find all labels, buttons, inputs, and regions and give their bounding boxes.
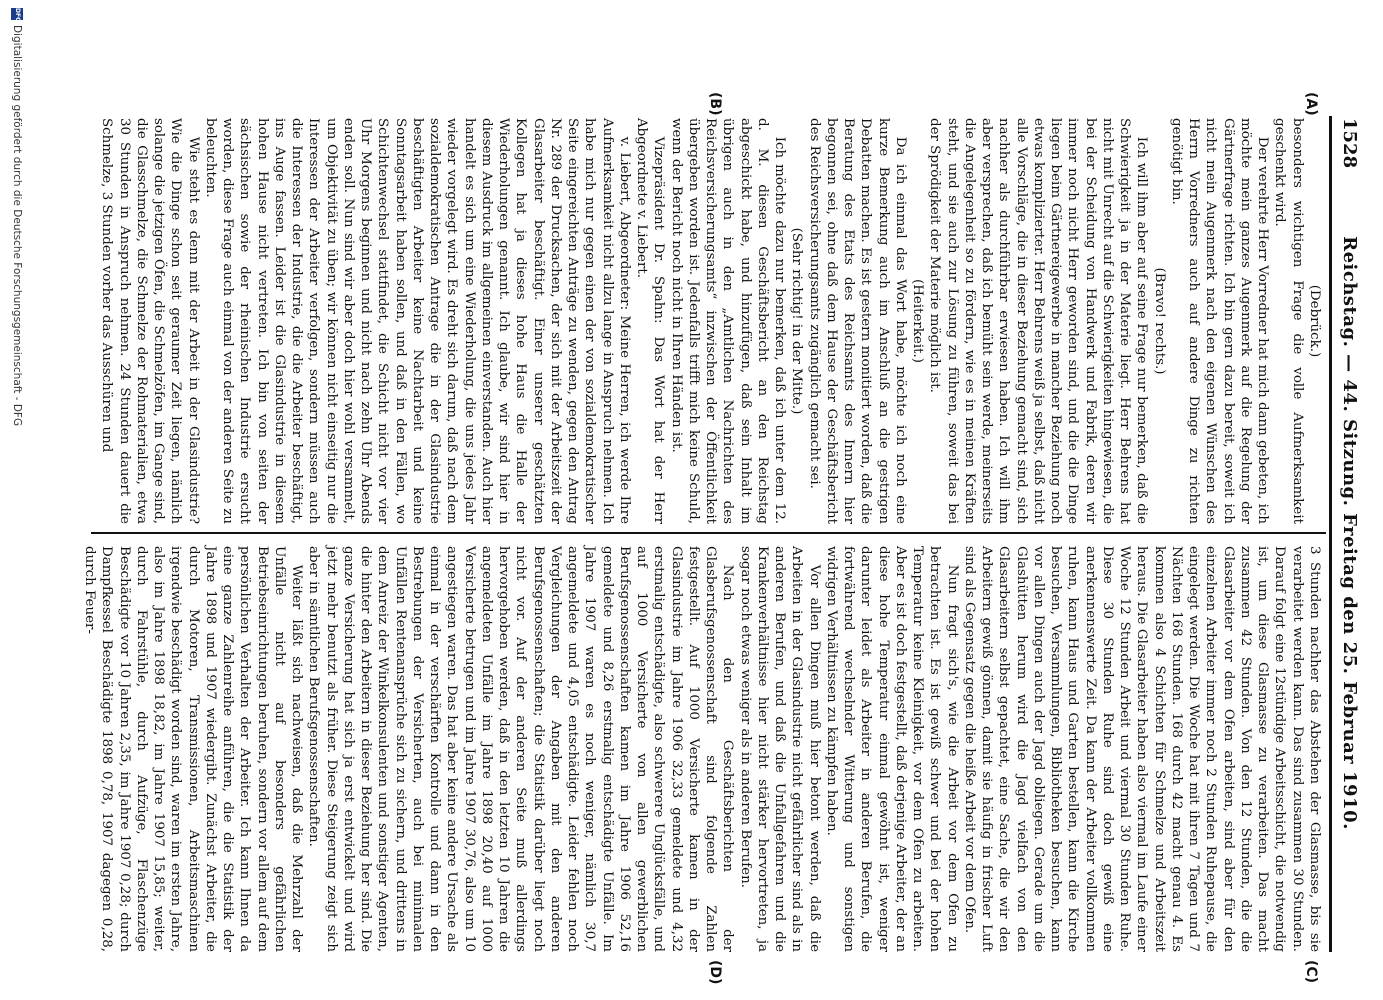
paragraph: Ich möchte dazu nur bemerken, daß ich unter dem 12. d. M. diesen Geschäftsbericht an den Reichstag abgeschickt habe, und hinzufügen, daß sein Inhalt im übrigen auch in den „Amtlichen Nachrichten des Reichsversicherungsamts“ inzwischen der Öffentlichkeit übergeben worden ist. Jedenfalls trifft mich keine Schuld, wenn der Bericht noch nicht in Ihren Händen ist.: [668, 118, 788, 524]
speaker-paragraph: v. Liebert, Abgeordneter: Meine Herren, ich werde Ihre Aufmerksamkeit nicht allzu lange in Anspruch nehmen. Ich habe mich nur gegen einen der von sozialdemokratischer Seite eingereichten Anträge zu wenden, gegen den Antrag Nr. 289 der Drucksachen, der sich mit der Arbeitszeit der Glasarbeiter beschäftigt. Einer unserer geschätzten Kollegen hat ja dieses hohe Haus die Halle der Wiederholungen genannt. Ich glaube, wir sind hier in diesem Ausdruck im allgemeinen einverstanden. Auch hier handelt es sich um eine Wiederholung, die uns jedes Jahr wieder vorgelegt wird. Es dreht sich darum, daß nach dem sozialdemokratischen Antrage die in der Glasindustrie beschäftigten Arbeiter keine Nachtarbeit und keine Sonntagsarbeit haben sollen, und daß in den Fällen, wo Schichtenwechsel stattfindet, die Schicht nicht vor vier Uhr Morgens beginnen und nicht nach zehn Uhr Abends enden soll. Nun sind wir aber doch hier wohl versammelt, um Objektivität zu üben; wir können nicht einseitig nur die Interessen der Arbeiter verfolgen, sondern müssen auch die Interessen der Industrie, die die Arbeiter beschäftigt, ins Auge fassen. Leider ist die Glasindustrie in diesem hohen Hause nicht vertreten. Ich bin von seiten der sächsischen sowie der rheinischen Industrie ersucht worden, diese Frage auch einmal von der anderen Seite zu beleuchten.: [203, 118, 632, 524]
interjection: (Sehr richtig! in der Mitte.): [789, 227, 805, 415]
header-rule: [1329, 116, 1332, 952]
page-number: 1528: [1339, 118, 1360, 169]
page-header: [1335, 118, 1363, 948]
paragraph: Da ich einmal das Wort habe, möchte ich noch eine kurze Bemerkung auch im Anschluß an die gestrigen Debatten machen. Es ist gestern monitiert worden, daß die Beratung des Etats des Reichsamts des Innern hier begonnen sei, ohne daß dem Hause der Geschäftsbericht des Reichsversicherungsamts zugänglich gemacht sei.: [806, 118, 908, 524]
right-column: [82, 546, 1323, 952]
column-divider: [91, 532, 1326, 534]
left-column: [93, 118, 1323, 524]
paragraph: Weiter läßt sich nachweisen, daß die Mehrzahl der Unfälle nicht auf besonders gefährlichen Betriebseinrichtungen beruhen, sondern vor allem auf dem persönlichen Verhalten der Arbeiter. Ich kann Ihnen da eine ganze Zahlenreihe anführen, die die Statistik der Jahre 1898 und 1907 wiedergibt. Zunächst Arbeiter, die durch Motoren, Transmissionen, Arbeitsmaschinen irgendwie beschädigt worden sind, waren im ersten Jahre, also im Jahre 1898 18,82, im Jahre 1907 15,85; weiter, durch Fahrstühle, durch Aufzüge, Flaschenzüge Beschädigte vor 10 Jahren 2,35, im Jahre 1907 0,28; durch Dampfkessel Beschädigte 1898 0,78, 1907 dagegen 0,28, durch Feuer-: [82, 546, 305, 952]
dfg-logo: DFG: [11, 8, 23, 20]
paragraph: Nach den Geschäftsberichten der Glasberufsgenossenschaft sind folgende Zahlen festgestellt. Auf 1000 Versicherte kamen in der Glasindustrie im Jahre 1906 32,33 gemeldete und 4,32 erstmalig entschädigte, also schwerere Unglücksfälle, und auf 1000 Versicherte von allen gewerblichen Berufsgenossenschaften kamen im Jahre 1906 52,16 gemeldete und 8,26 erstmalig entschädigte Unfälle. Im Jahre 1907 waren es noch weniger, nämlich 30,7 angemeldete und 4,05 entschädigte. Leider fehlen noch Vergleichungen der Angaben mit den anderen Berufsgenossenschaften; die Statistik darüber liegt noch nicht vor. Auf der anderen Seite muß allerdings hervorgehoben werden, daß in den letzten 10 Jahren die angemeldeten Unfälle im Jahre 1898 20,40 auf 1000 Versicherte betrugen und im Jahre 1907 30,76, also um 10 angestiegen waren. Das hat aber keine andere Ursache als einmal in der verschärften Kontrolle und dann in den Bestrebungen der Versicherten, auch bei minimalen Unfällen Rentenansprüche sich zu sichern, und drittens in dem Anreiz der Winkelkonsulenten und sonstiger Agenten, die hinter den Arbeitern in dieser Beziehung her sind. Die ganze Versicherung hat sich ja erst entwickelt und wird jetzt mehr benutzt als früher. Diese Steigerung zeigt sich aber in sämtlichen Berufsgenossenschaften.: [306, 546, 736, 952]
margin-mark-a: (A): [1303, 92, 1319, 116]
paragraph: Nun fragt sich's, wie die Arbeit vor dem Ofen zu betrachten ist. Es ist gewiß schwer und bei der hohen Temperatur keine Kleinigkeit, vor dem Ofen zu arbeiten. Aber es ist doch festgestellt, daß derjenige Arbeiter, der an diese hohe Temperatur einmal gewöhnt ist, weniger darunter leidet als Arbeiter in anderen Berufen, die fortwährend wechselnder Witterung und sonstigen widrigen Verhältnissen zu kämpfen haben.: [824, 546, 960, 952]
margin-mark-d: (D): [707, 960, 723, 985]
digitization-credit: Digitalisierung gefördert durch die Deutsche Forschungsgemeinschaft - DFG: [11, 25, 23, 427]
interjection: (Bravo! rechts.): [1151, 267, 1167, 375]
speaker-continued: (Debrück.): [1307, 284, 1322, 358]
paragraph: Vor allen Dingen muß hier betont werden, daß die Arbeiten in der Glasindustrie nicht gefährlicher sind als in anderen Berufen, und daß die Unfallgefahren und die Krankenverhältnisse hier nicht stärker hervortreten, ja sogar noch etwas weniger als in anderen Berufen.: [737, 546, 822, 952]
interjection: (Heiterkeit.): [910, 279, 926, 363]
speaker-paragraph: Vizepräsident Dr. Spahn: Das Wort hat der Herr Abgeordnete v. Liebert.: [634, 118, 667, 524]
paragraph: Der verehrte Herr Vorredner hat mich dann gebeten, ich möchte mein ganzes Augenmerk auf die Regelung der Gärtnerfrage richten. Ich bin gern dazu bereit, soweit ich nicht mein Augenmerk nach den eigenen Wünschen des Herrn Vorredners auch auf andere Dinge zu richten genötigt bin.: [1169, 118, 1271, 524]
margin-mark-c: (C): [1303, 960, 1319, 984]
page-title: Reichstag. — 44. Sitzung. Freitag den 25. Februar 1910.: [1339, 236, 1360, 830]
paragraph: Wie steht es denn mit der Arbeit in der Glasindustrie? Wie die Dinge schon seit geraumer Zeit liegen, nämlich solange die jetzigen Öfen, die Schmelzöfen, im Gange sind, die Glasschmelze, die Schmelze der Rohmaterialien, etwa 30 Stunden in Anspruch nehmen. 24 Stunden dauert die Schmelze, 3 Stunden vorher das Ausschüren und: [99, 118, 201, 524]
paragraph: 3 Stunden nachher das Abstehen der Glasmasse, bis sie verarbeitet werden kann. Das sind zusammen 30 Stunden. Darauf folgt eine 12stündige Arbeitsschicht, die notwendig ist, um diese Glasmasse zu verarbeiten. Das macht zusammen 42 Stunden. Von den 12 Stunden, die die Glasarbeiter vor dem Ofen arbeiten, sind aber für den einzelnen Arbeiter immer noch 2 Stunden Ruhepause, die eingelegt werden. Die Woche hat mit ihren 7 Tagen und 7 Nächten 168 Stunden. 168 durch 42 macht genau 4. Es kommen also 4 Schichten für Schmelze und Arbeitszeit heraus. Die Glasarbeiter haben also viermal im Laufe einer Woche 12 Stunden Arbeit und viermal 30 Stunden Ruhe. Diese 30 Stunden Ruhe sind doch gewiß eine anerkennenswerte Zeit. Da kann der Arbeiter vollkommen ruhen, kann Haus und Garten bestellen, kann die Kirche besuchen, Versammlungen, Bibliotheken besuchen, kann vor allen Dingen auch der Jagd obliegen. Gerade um die Glashütten herum wird die Jagd vielfach von den Glasarbeitern selbst gepachtet, eine Sache, die wir den Arbeitern gewiß gönnen, damit sie häufig in frischer Luft sind als Gegensatz gegen die heiße Arbeit vor dem Ofen.: [962, 546, 1322, 952]
paragraph: Ich will ihm aber auf seine Frage nur bemerken, daß die Schwierigkeit ja in der Materie liegt. Herr Behrens hat nicht mit Unrecht auf die Schwierigkeiten hingewiesen, die bei der Scheidung von Handwerk und Fabrik, deren wir immer noch nicht Herr geworden sind, und die die Dinge liegen beim Gärtnereigewerbe in mancher Beziehung noch etwas komplizierter. Herr Behrens weiß ja selbst, daß nicht alle Vorschläge, die in dieser Beziehung gemacht sind, sich nachher als durchführbar erwiesen haben. Ich will ihm aber versprechen, daß ich bemüht sein werde, meinerseits die Angelegenheit so zu fördern, wie es in meinen Kräften steht, und sie auch zur Lösung zu führen, soweit das bei der Sprödigkeit der Materie möglich ist.: [927, 118, 1150, 524]
margin-mark-b: (B): [707, 92, 723, 116]
paragraph: besonders wichtigen Frage die volle Aufmerksamkeit geschenkt wird.: [1272, 118, 1305, 524]
